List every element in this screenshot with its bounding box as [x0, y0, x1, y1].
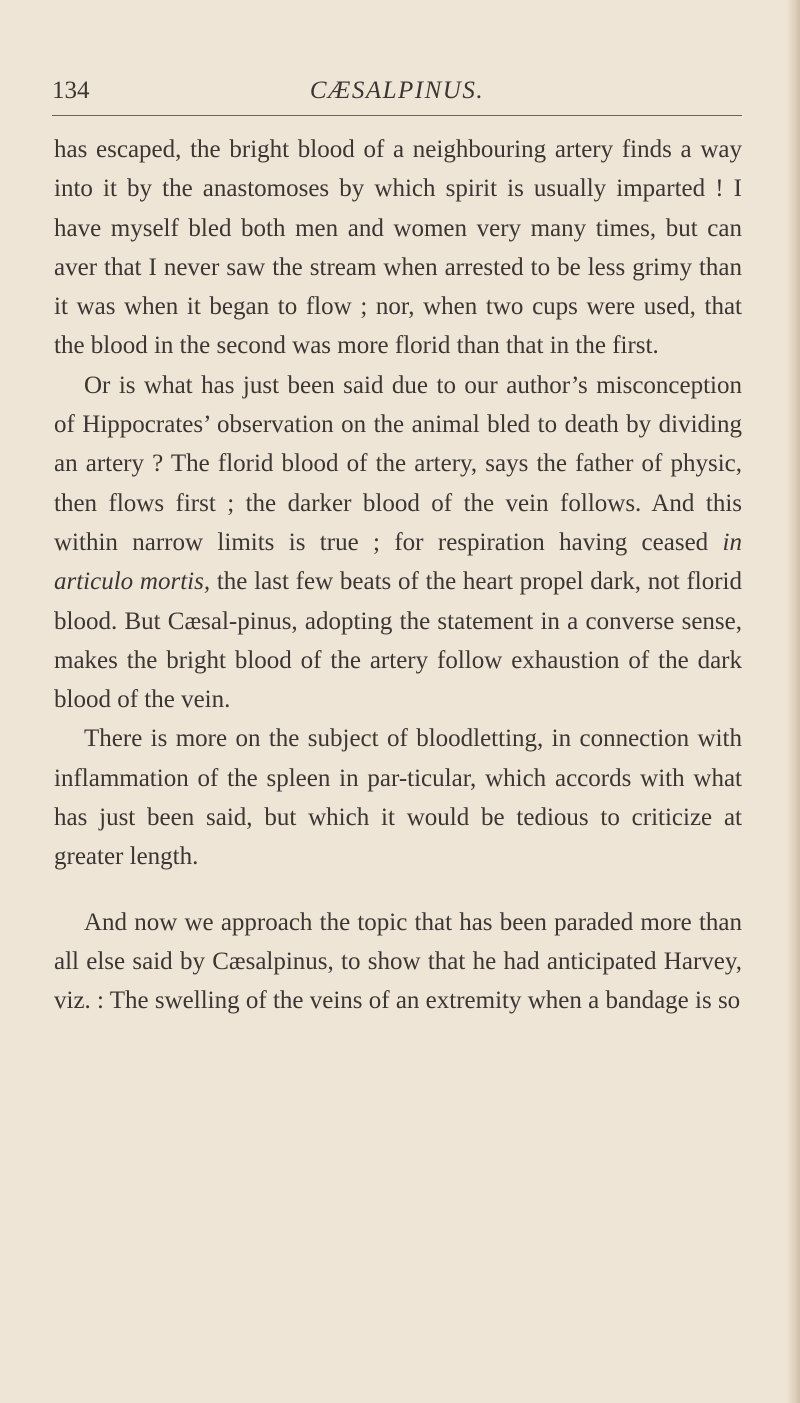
paragraph-2 — [54, 366, 742, 720]
running-head: CÆSALPINUS. — [309, 77, 485, 104]
body-text — [54, 130, 742, 1021]
page-edge-shadow — [786, 0, 800, 1403]
paragraph-2-text-b: the last few beats of the heart propel dark, not florid blood. But Cæsal-pinus, adopting the statement in a converse sense, makes the bright blood of the artery follow exhaustion of the dark blood of the vein. — [54, 568, 742, 714]
paragraph-2-italic: in articulo mortis, — [54, 528, 742, 596]
page-number: 134 — [52, 77, 90, 104]
page-header — [52, 76, 742, 116]
paragraph-2-text-a: Or is what has just been said due to our author’s misconception of Hippocrates’ observation on the animal bled to death by dividing an artery ? The florid blood of the artery, says the father of physic, then flows first ; the darker blood of the vein follows. And this within narrow limits is true ; for respiration having ceased — [54, 371, 742, 556]
header-rule — [52, 115, 742, 116]
paragraph-3: There is more on the subject of bloodletting, in connection with inflammation of the spleen in par-ticular, which accords with what has just been said, but which it would be tedious to criticize at greater length. — [54, 725, 742, 871]
paragraph-1: has escaped, the bright blood of a neighbouring artery finds a way into it by the anastomoses by which spirit is usually imparted ! I have myself bled both men and women very many times, but can aver that I never saw the stream when arrested to be less grimy than it was when it began to flow ; nor, when two cups were used, that the blood in the second was more florid than that in the first. — [54, 136, 742, 360]
paragraph-4: And now we approach the topic that has been paraded more than all else said by Cæsalpinus, to show that he had anticipated Harvey, viz. : The swelling of the veins of an extremity when a bandage is so — [54, 908, 742, 1015]
